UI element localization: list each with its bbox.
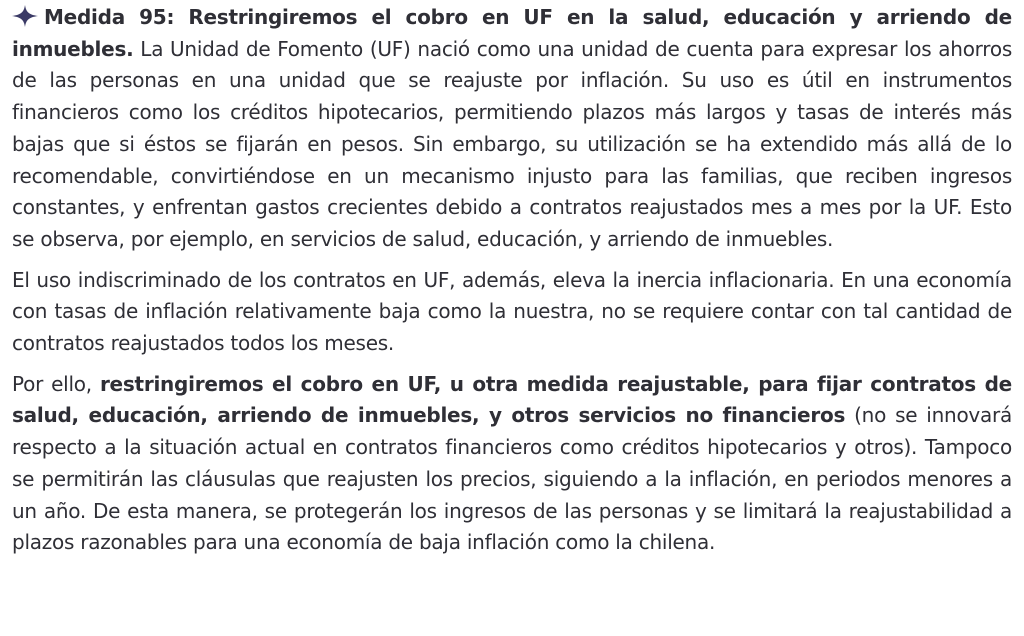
- measure-title: Medida 95: Restringiremos el cobro en UF en la salud, educación y arriendo de inmuebles.: [12, 5, 1012, 61]
- document-page: [12, 2, 1012, 559]
- paragraph2-body: El uso indiscriminado de los contratos en UF, además, eleva la inercia inflacionaria. En una economía con tasas de inflación relativamente baja como la nuestra, no se requiere contar con tal cantidad de contratos reajustados todos los meses.: [12, 267, 1012, 356]
- paragraph-restriction: [12, 369, 1012, 559]
- paragraph-inflation-inertia: [12, 265, 1012, 360]
- paragraph1-body: La Unidad de Fomento (UF) nació como una unidad de cuenta para expresar los ahorros de las personas en una unidad que se reajuste por inflación. Su uso es útil en instrumentos financieros como los créditos hipotecarios, permitiendo plazos más largos y tasas de interés más bajas que si éstos se fijarán en pesos. Sin embargo, su utilización se ha extendido más allá de lo recomendable, convirtiéndose en un mecanismo injusto para las familias, que reciben ingresos constantes, y enfrentan gastos crecientes debido a contratos reajustados mes a mes por la UF. Esto se observa, por ejemplo, en servicios de salud, educación, y arriendo de inmuebles.: [12, 36, 1012, 251]
- paragraph-medida-95: [12, 2, 1012, 256]
- paragraph3-bold-statement: restringiremos el cobro en UF, u otra medida reajustable, para fijar contratos de salud, educación, arriendo de inmuebles, y otros servicios no financieros: [12, 371, 1012, 428]
- four-point-star-icon: [12, 5, 38, 27]
- paragraph3-body: (no se innovará respecto a la situación actual en contratos financieros como créditos hipotecarios y otros). Tampoco se permitirán las cláusulas que reajusten los precios, siguiendo a la inflación, en periodos menores a un año. De esta manera, se protegerán los ingresos de las personas y se limitará la reajustabilidad a plazos razonables para una economía de baja inflación como la chilena.: [12, 403, 1013, 555]
- paragraph3-lead: Por ello,: [12, 371, 100, 396]
